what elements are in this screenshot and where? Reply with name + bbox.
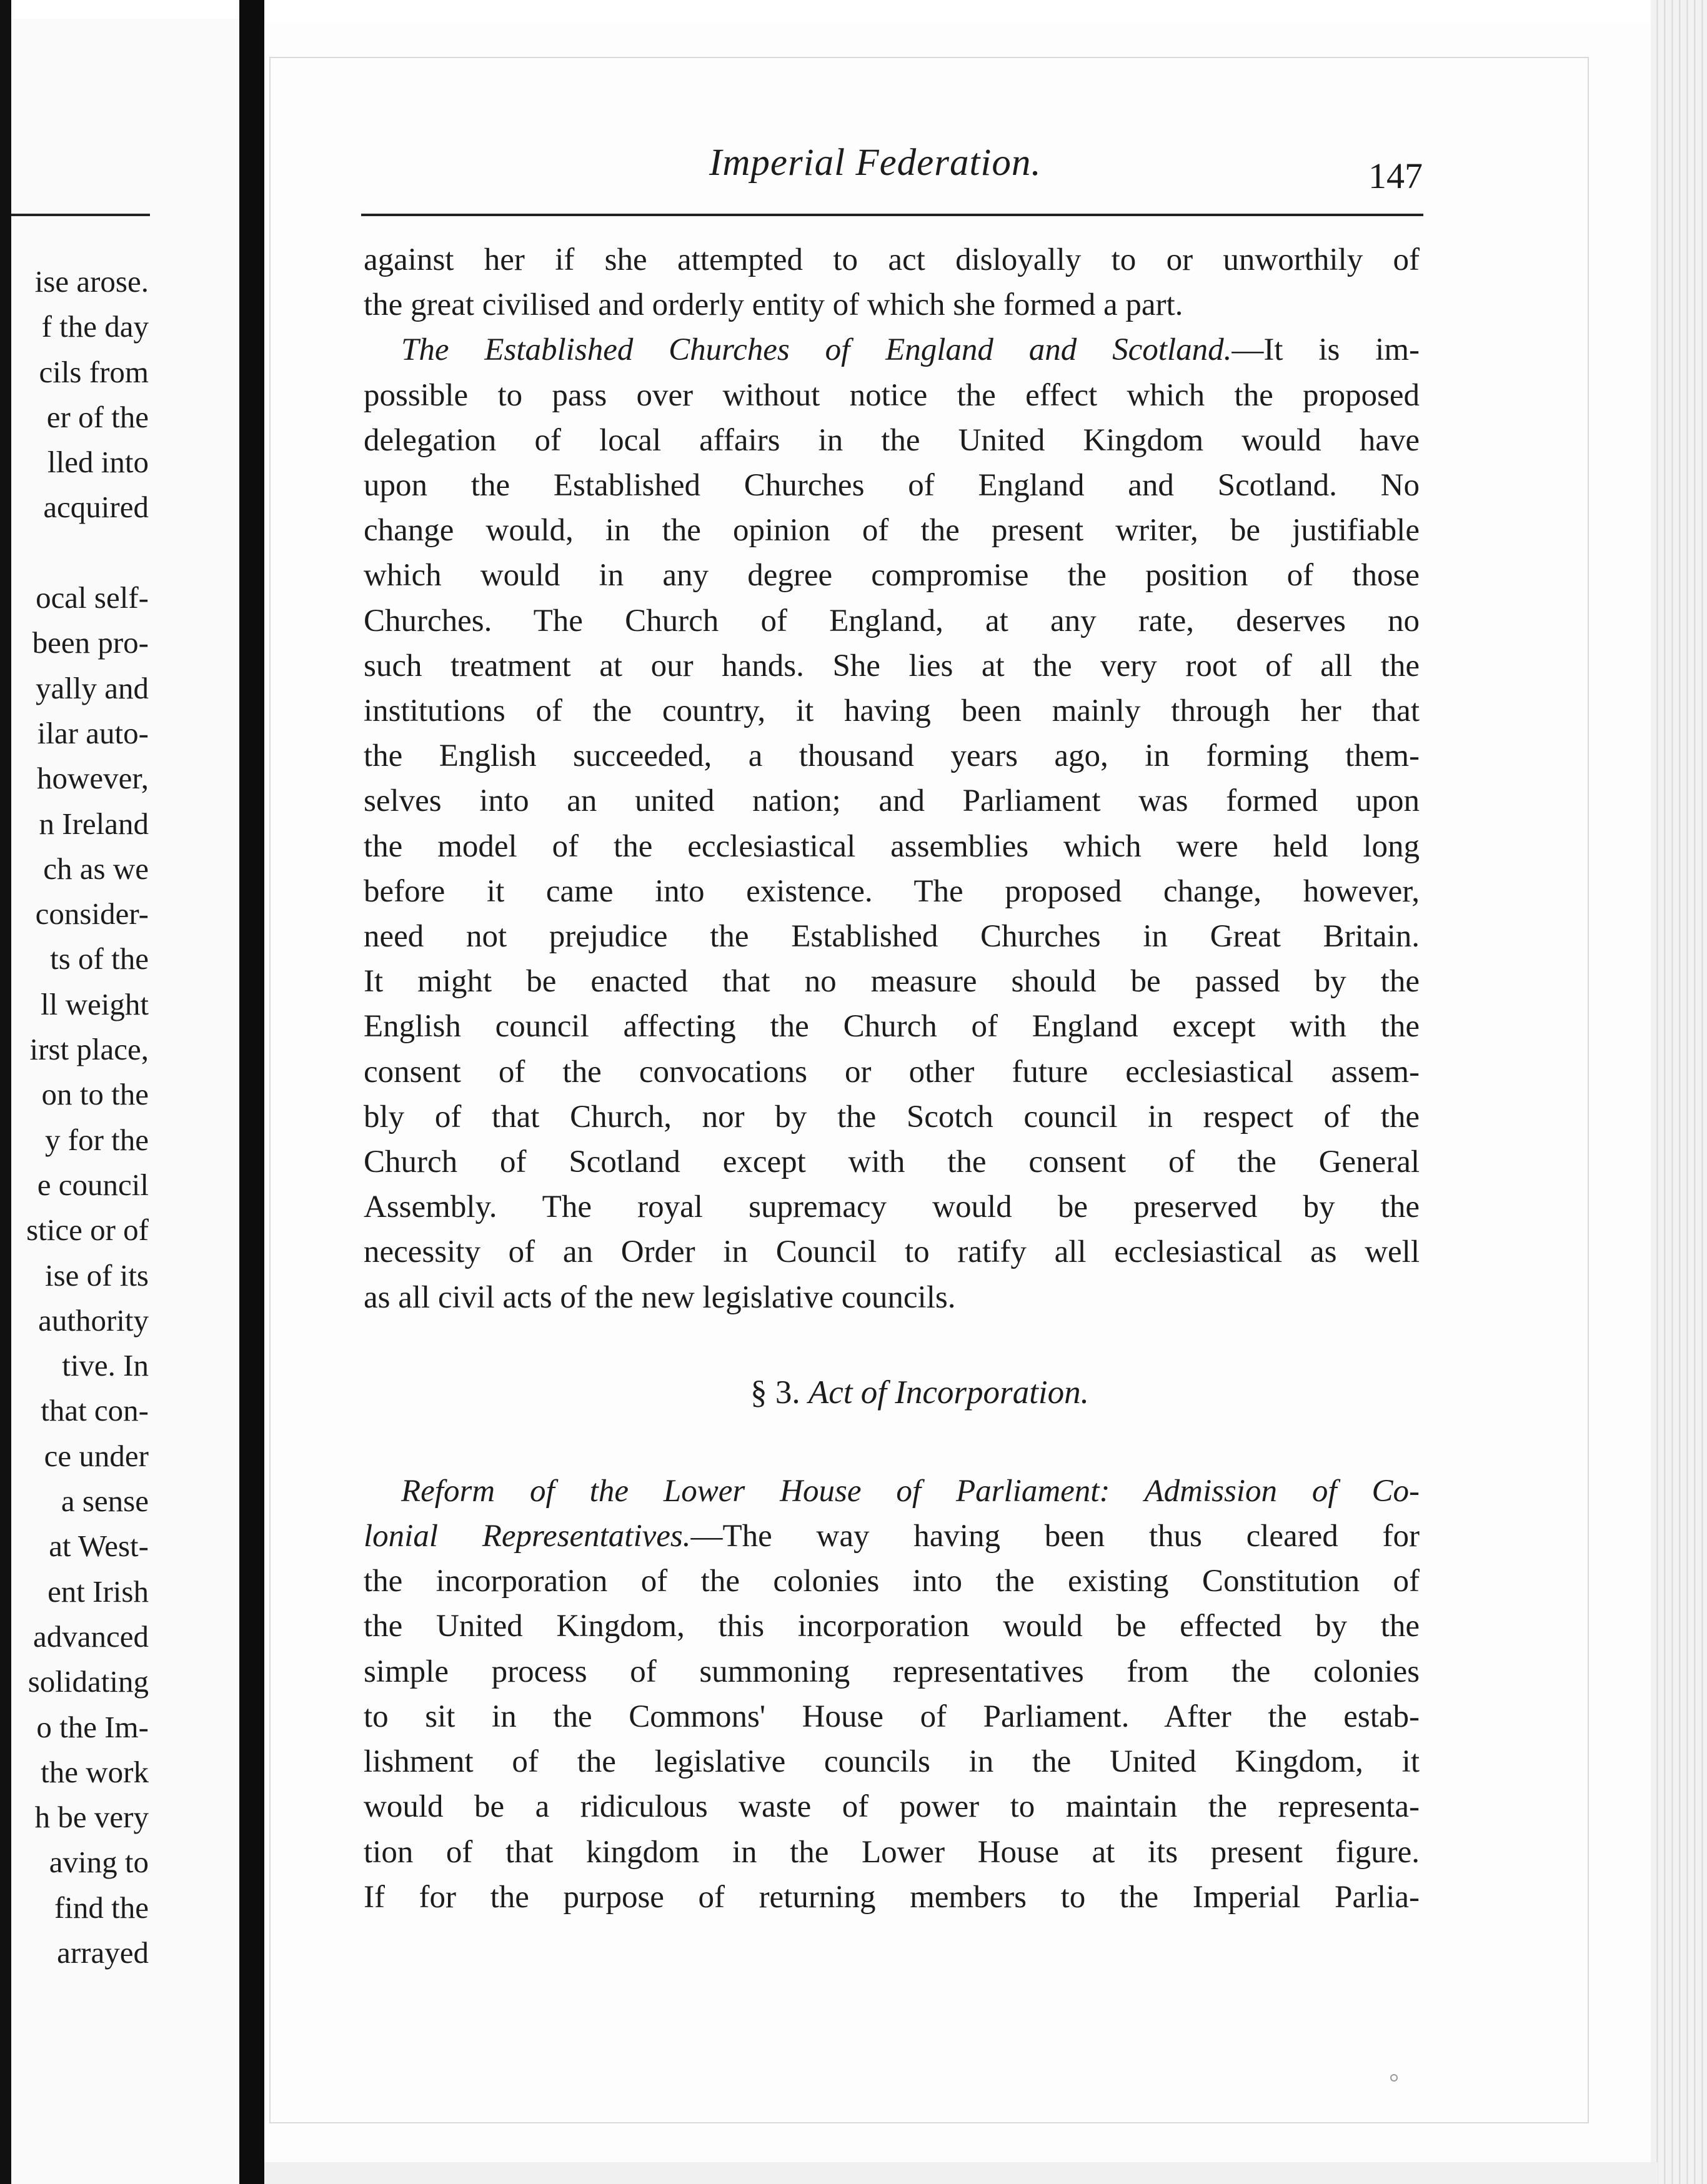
page-bottom-edge xyxy=(264,2162,1658,2184)
text-line: the incorporation of the colonies into the existing Constitution of xyxy=(364,1564,1420,1599)
text-line: selves into an united nation; and Parliament was formed upon xyxy=(364,783,1420,819)
text-line: as all civil acts of the new legislative councils. xyxy=(364,1279,956,1315)
left-line: n Ireland xyxy=(39,806,149,841)
text-line: necessity of an Order in Council to ratify all ecclesiastical as well xyxy=(364,1234,1420,1270)
left-line: ll weight xyxy=(41,986,149,1021)
text-line: tion of that kingdom in the Lower House at its present figure. xyxy=(364,1834,1420,1870)
page-edges xyxy=(1651,0,1707,2184)
lead-rest: —It is im- xyxy=(1232,332,1420,368)
section-title: Act of Incorporation. xyxy=(808,1374,1089,1411)
text-line: lishment of the legislative councils in the United Kingdom, it xyxy=(364,1744,1420,1780)
left-line xyxy=(26,530,149,575)
main-text xyxy=(364,237,1420,1920)
left-line: y for the xyxy=(45,1122,149,1157)
section-heading xyxy=(364,1370,1420,1415)
text-line: bly of that Church, nor by the Scotch council in respect of the xyxy=(364,1099,1420,1134)
left-line: ce under xyxy=(44,1438,149,1473)
text-line: English council affecting the Church of England except with the xyxy=(364,1009,1420,1045)
text-line: simple process of summoning representatives from the colonies xyxy=(364,1654,1420,1689)
left-line: f the day xyxy=(41,309,149,344)
text-line: Assembly. The royal supremacy would be preserved by the xyxy=(364,1189,1420,1225)
lead-italic: The Established Churches of England and Scotland. xyxy=(401,332,1232,368)
left-line: on to the xyxy=(41,1077,149,1112)
left-line: ocal self- xyxy=(36,580,149,615)
running-head: Imperial Federation. xyxy=(709,142,1042,184)
left-line: that con- xyxy=(41,1393,149,1428)
text-line: which would in any degree compromise the position of those xyxy=(364,558,1420,593)
left-line: solidating xyxy=(27,1664,149,1699)
paragraph-lead xyxy=(364,1514,1420,1559)
left-line: yally and xyxy=(36,670,149,705)
text-line: It might be enacted that no measure should be passed by the xyxy=(364,964,1420,1000)
text-line: before it came into existence. The proposed change, however, xyxy=(364,873,1420,909)
spacer xyxy=(364,1320,1420,1370)
text-line: upon the Established Churches of England and Scotland. No xyxy=(364,468,1420,504)
header-rule xyxy=(361,214,1423,216)
text-line: the English succeeded, a thousand years ago, in forming them- xyxy=(364,738,1420,774)
left-line: been pro- xyxy=(32,625,149,660)
text-line: possible to pass over without notice the effect which the proposed xyxy=(364,377,1420,413)
text-line: the United Kingdom, this incorporation would be effected by the xyxy=(364,1609,1420,1644)
lead-italic: lonial Representatives. xyxy=(364,1519,691,1554)
text-line: the model of the ecclesiastical assemblies which were held long xyxy=(364,828,1420,864)
lead-rest: —The way having been thus cleared for xyxy=(690,1519,1420,1554)
left-line: ts of the xyxy=(50,941,149,976)
book-spine-gutter xyxy=(239,0,264,2184)
left-line: e council xyxy=(37,1167,149,1202)
left-line: acquired xyxy=(43,490,149,525)
left-line: arrayed xyxy=(57,1935,149,1970)
left-line: ilar auto- xyxy=(37,715,149,750)
spacer xyxy=(364,1415,1420,1469)
text-line: delegation of local affairs in the United Kingdom would have xyxy=(364,422,1420,458)
page-number: 147 xyxy=(1368,156,1423,196)
left-line: cils from xyxy=(39,354,149,389)
text-line: consent of the convocations or other future ecclesiastical assem- xyxy=(364,1054,1420,1090)
section-number: § 3. xyxy=(750,1374,800,1411)
left-line: advanced xyxy=(33,1619,149,1654)
left-line: h be very xyxy=(34,1800,149,1835)
left-line: consider- xyxy=(35,896,149,931)
left-line: authority xyxy=(38,1303,149,1338)
left-line: find the xyxy=(54,1890,149,1925)
text-line: against her if she attempted to act disloyally to or unworthily of xyxy=(364,242,1420,277)
left-line: tive. In xyxy=(62,1348,149,1383)
left-line: aving to xyxy=(49,1845,149,1880)
left-page-rule xyxy=(11,214,150,216)
text-line: the great civilised and orderly entity of which she formed a part. xyxy=(364,287,1183,323)
paragraph-lead xyxy=(364,327,1420,372)
text-line: need not prejudice the Established Churches in Great Britain. xyxy=(364,919,1420,955)
left-line: ise of its xyxy=(44,1258,149,1293)
facing-page-left xyxy=(11,19,239,2184)
left-line: lled into xyxy=(47,445,149,480)
text-line: would be a ridiculous waste of power to maintain the representa- xyxy=(364,1789,1420,1825)
left-line: at West- xyxy=(49,1529,149,1564)
left-line: however, xyxy=(37,761,149,796)
text-line: change would, in the opinion of the present writer, be justifiable xyxy=(364,513,1420,548)
left-line: a sense xyxy=(61,1484,149,1519)
text-line: Churches. The Church of England, at any rate, deserves no xyxy=(364,603,1420,638)
paper-speck xyxy=(1390,2074,1398,2082)
left-line: ise arose. xyxy=(34,264,149,299)
left-line: the work xyxy=(41,1754,149,1789)
left-line: o the Im- xyxy=(36,1709,149,1744)
left-page-text xyxy=(26,259,149,1975)
text-line: such treatment at our hands. She lies at the very root of all the xyxy=(364,648,1420,683)
left-line: ent Irish xyxy=(47,1574,149,1609)
left-line: stice or of xyxy=(26,1213,149,1248)
paragraph-lead xyxy=(364,1469,1420,1514)
left-line: er of the xyxy=(46,399,149,434)
lead-italic: Reform of the Lower House of Parliament: Admission of Co- xyxy=(401,1473,1420,1509)
left-line: ch as we xyxy=(43,851,149,886)
text-line: institutions of the country, it having been mainly through her that xyxy=(364,693,1420,729)
text-line: to sit in the Commons' House of Parliament. After the estab- xyxy=(364,1699,1420,1734)
text-line: If for the purpose of returning members to the Imperial Parlia- xyxy=(364,1879,1420,1915)
text-line: Church of Scotland except with the consent of the General xyxy=(364,1144,1420,1180)
left-line: irst place, xyxy=(29,1032,149,1067)
scan-border-left xyxy=(0,0,11,2184)
